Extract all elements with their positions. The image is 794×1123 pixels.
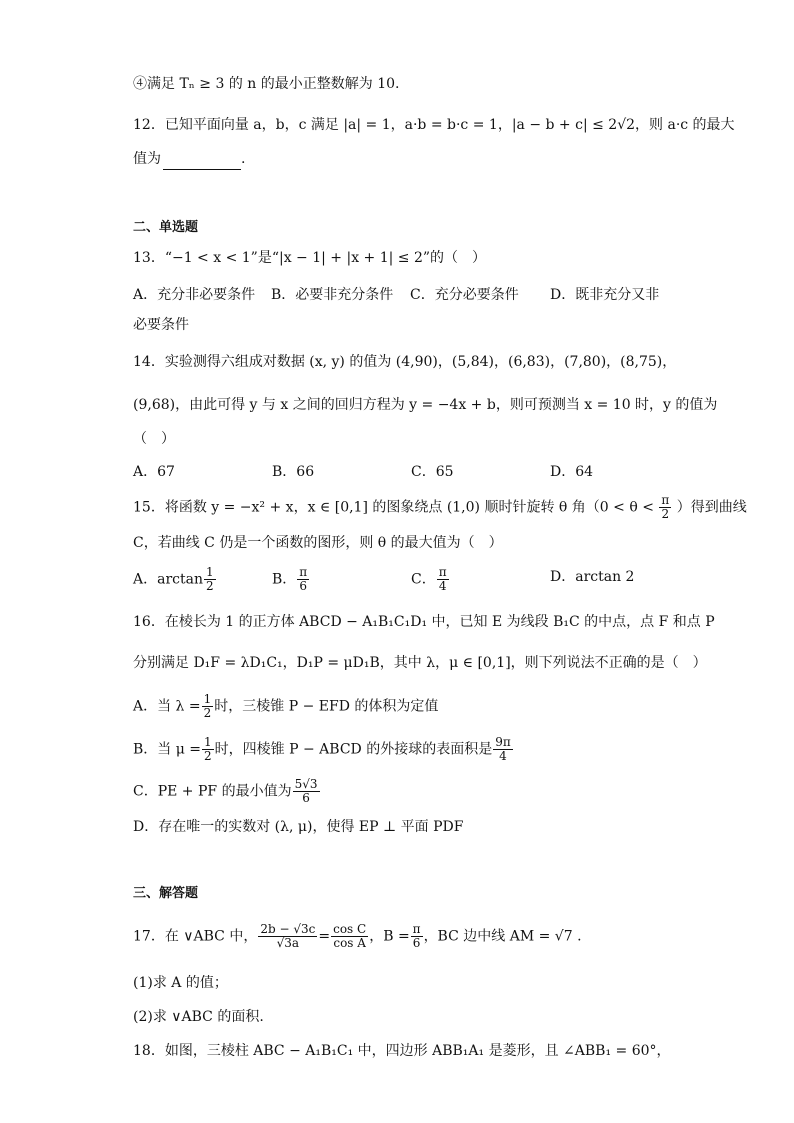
q13-option-b: B．必要非充分条件: [271, 287, 394, 303]
question-17-stem: 17．在 ∨ABC 中， $\frac{2b - √3c}{√3a}$ = $\frac{\text{cos C}}{\text{cos A}}$ ，B = $\frac{\pi}{6}$ ，BC 边中线 AM = √7 .: [133, 922, 582, 950]
q17-part-2: (2)求 ∨ABC 的面积.: [133, 1009, 264, 1025]
question-12-answer-prompt: 值为: [133, 151, 161, 167]
section-heading-single-choice: 二、单选题: [133, 220, 199, 235]
q14-option-b: B．66: [272, 464, 315, 480]
q14-option-a: A．67: [133, 464, 175, 480]
question-14-line-1: 14．实验测得六组成对数据 (x, y) 的值为 (4,90)，(5,84)，(6,83)，(7,80)，(8,75)，: [133, 354, 677, 370]
section-heading-solutions: 三、解答题: [133, 886, 199, 901]
question-14-line-2: (9,68)，由此可得 y 与 x 之间的回归方程为 y = −4x + b，则可预测当 x = 10 时，y 的值为: [133, 397, 718, 413]
item-11-statement-4: ④满足 Tₙ ≥ 3 的 n 的最小正整数解为 10.: [133, 76, 400, 92]
q15-option-d: D．arctan 2: [550, 569, 635, 585]
q13-option-d-continued: 必要条件: [133, 317, 189, 333]
answer-blank: [163, 153, 241, 170]
question-12-line-1: 12．已知平面向量 a，b，c 满足 |a| = 1，a·b = b·c = 1，|a − b + c| ≤ 2√2，则 a·c 的最大: [133, 117, 735, 133]
question-14-options: [133, 461, 664, 483]
q14-option-d: D．64: [550, 464, 594, 480]
q15-fraction-pi-over-2: $\frac{\pi}{2}$: [661, 493, 670, 521]
question-16-line-2: 分别满足 D₁F = λD₁C₁，D₁P = μD₁B，其中 λ，μ ∈ [0,1]，则下列说法不正确的是（ ）: [133, 655, 707, 671]
question-15-line-1: [133, 493, 747, 521]
question-12-line-2: 值为 .: [133, 148, 664, 170]
q16-option-d: D．存在唯一的实数对 (λ, μ)，使得 EP ⊥ 平面 PDF: [133, 819, 464, 835]
q15-option-a: A．arctan $\frac{1}{2}$: [133, 565, 214, 593]
question-18-stem: 18．如图，三棱柱 ABC − A₁B₁C₁ 中，四边形 ABB₁A₁ 是菱形，且 ∠ABB₁ = 60°，: [133, 1043, 671, 1059]
q16-option-b: B．当 μ = $\frac{1}{2}$ 时，四棱锥 P − ABCD 的外接球的表面积是 $\frac{9\pi}{4}$: [133, 735, 511, 763]
q14-option-c: C．65: [411, 464, 454, 480]
q15-option-c: C． $\frac{\pi}{4}$: [411, 565, 447, 593]
q16-option-a: A．当 λ = $\frac{1}{2}$ 时，三棱锥 P − EFD 的体积为定值: [133, 692, 439, 720]
question-13-stem: 13．“−1 < x < 1”是“|x − 1| + |x + 1| ≤ 2”的（ ）: [133, 250, 487, 266]
q15-text-after: ）得到曲线: [676, 499, 747, 516]
q13-option-a: A．充分非必要条件: [133, 287, 256, 303]
question-13-options: [133, 284, 664, 306]
question-15-line-2: C，若曲线 C 仍是一个函数的图形，则 θ 的最大值为（ ）: [133, 535, 503, 551]
q13-option-c: C．充分必要条件: [410, 287, 519, 303]
question-14-answer-parens: （ ）: [133, 431, 175, 447]
q17-part-1: (1)求 A 的值；: [133, 975, 228, 991]
q16-option-c: C．PE + PF 的最小值为 $\frac{5√3}{6}$: [133, 777, 318, 805]
q13-option-d: D．既非充分又非: [550, 287, 660, 303]
q15-option-b: B． $\frac{\pi}{6}$: [272, 565, 308, 593]
question-16-line-1: 16．在棱长为 1 的正方体 ABCD − A₁B₁C₁D₁ 中，已知 E 为线段 B₁C 的中点，点 F 和点 P: [133, 614, 715, 630]
question-15-options: [133, 566, 664, 593]
q15-text-before: 15．将函数 y = −x² + x，x ∈ [0,1] 的图象绕点 (1,0) 顺时针旋转 θ 角（0 < θ <: [133, 499, 654, 516]
